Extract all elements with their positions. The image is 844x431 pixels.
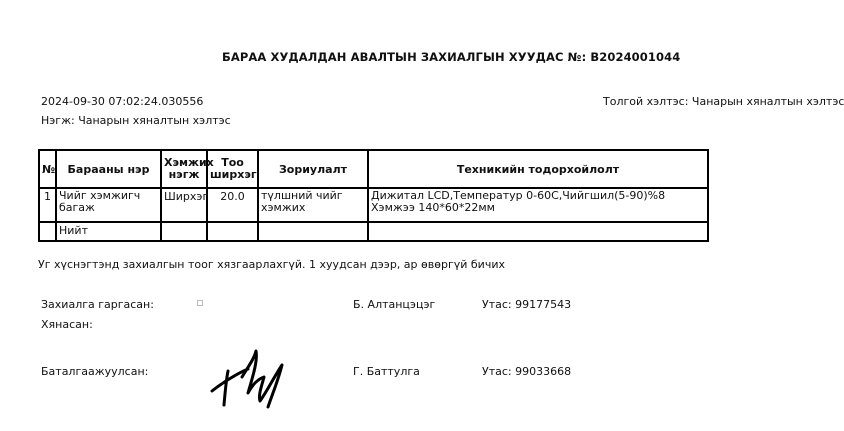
approved-by-label: Баталгаажуулсан: xyxy=(41,365,149,378)
handwritten-signature xyxy=(208,347,292,411)
col-header-measure-unit: Хэмжих нэгж xyxy=(161,150,207,188)
row-measure-unit: Ширхэг xyxy=(161,188,207,222)
document-title: БАРАА ХУДАЛДАН АВАЛТЫН ЗАХИАЛГЫН ХУУДАС №: B2024001044 xyxy=(222,50,681,64)
row-number: 1 xyxy=(39,188,56,222)
total-empty-cell xyxy=(368,222,708,241)
col-header-specification: Техникийн тодорхойлолт xyxy=(368,150,708,188)
total-label: Нийт xyxy=(56,222,161,241)
approved-by-phone: Утас: 99033668 xyxy=(482,365,572,378)
reviewed-by-label: Хянасан: xyxy=(41,318,93,331)
table-header-row xyxy=(39,150,708,188)
instruction-note: Уг хүснэгтэнд захиалгын тоог хязгаарлахгүй. 1 хуудсан дээр, ар өвөргүй бичих xyxy=(38,258,505,271)
checkbox-marker xyxy=(197,300,203,306)
head-department: Толгой хэлтэс: Чанарын хяналтын хэлтэс xyxy=(603,95,844,108)
row-item-name: Чийг хэмжигч багаж xyxy=(56,188,161,222)
row-purpose: түлшний чийг хэмжих xyxy=(258,188,368,222)
col-header-item-name: Барааны нэр xyxy=(56,150,161,188)
total-empty-cell xyxy=(161,222,207,241)
col-header-purpose: Зориулалт xyxy=(258,150,368,188)
document-datetime: 2024-09-30 07:02:24.030556 xyxy=(41,95,204,108)
total-empty-cell xyxy=(39,222,56,241)
col-header-quantity: Тоо ширхэг xyxy=(207,150,258,188)
request-table xyxy=(38,149,709,242)
col-header-number: № xyxy=(39,150,56,188)
row-specification: Дижитал LCD,Температур 0-60C,Чийгшил(5-90)%8 Хэмжээ 140*60*22мм xyxy=(368,188,708,222)
total-empty-cell xyxy=(207,222,258,241)
ordered-by-phone: Утас: 99177543 xyxy=(482,298,572,311)
ordered-by-label: Захиалга гаргасан: xyxy=(41,298,154,311)
unit-label: Нэгж: Чанарын хяналтын хэлтэс xyxy=(41,114,231,127)
total-empty-cell xyxy=(258,222,368,241)
row-quantity: 20.0 xyxy=(207,188,258,222)
approved-by-name: Г. Баттулга xyxy=(353,365,420,378)
table-row xyxy=(39,188,708,222)
ordered-by-name: Б. Алтанцэцэг xyxy=(353,298,436,311)
table-total-row xyxy=(39,222,708,241)
